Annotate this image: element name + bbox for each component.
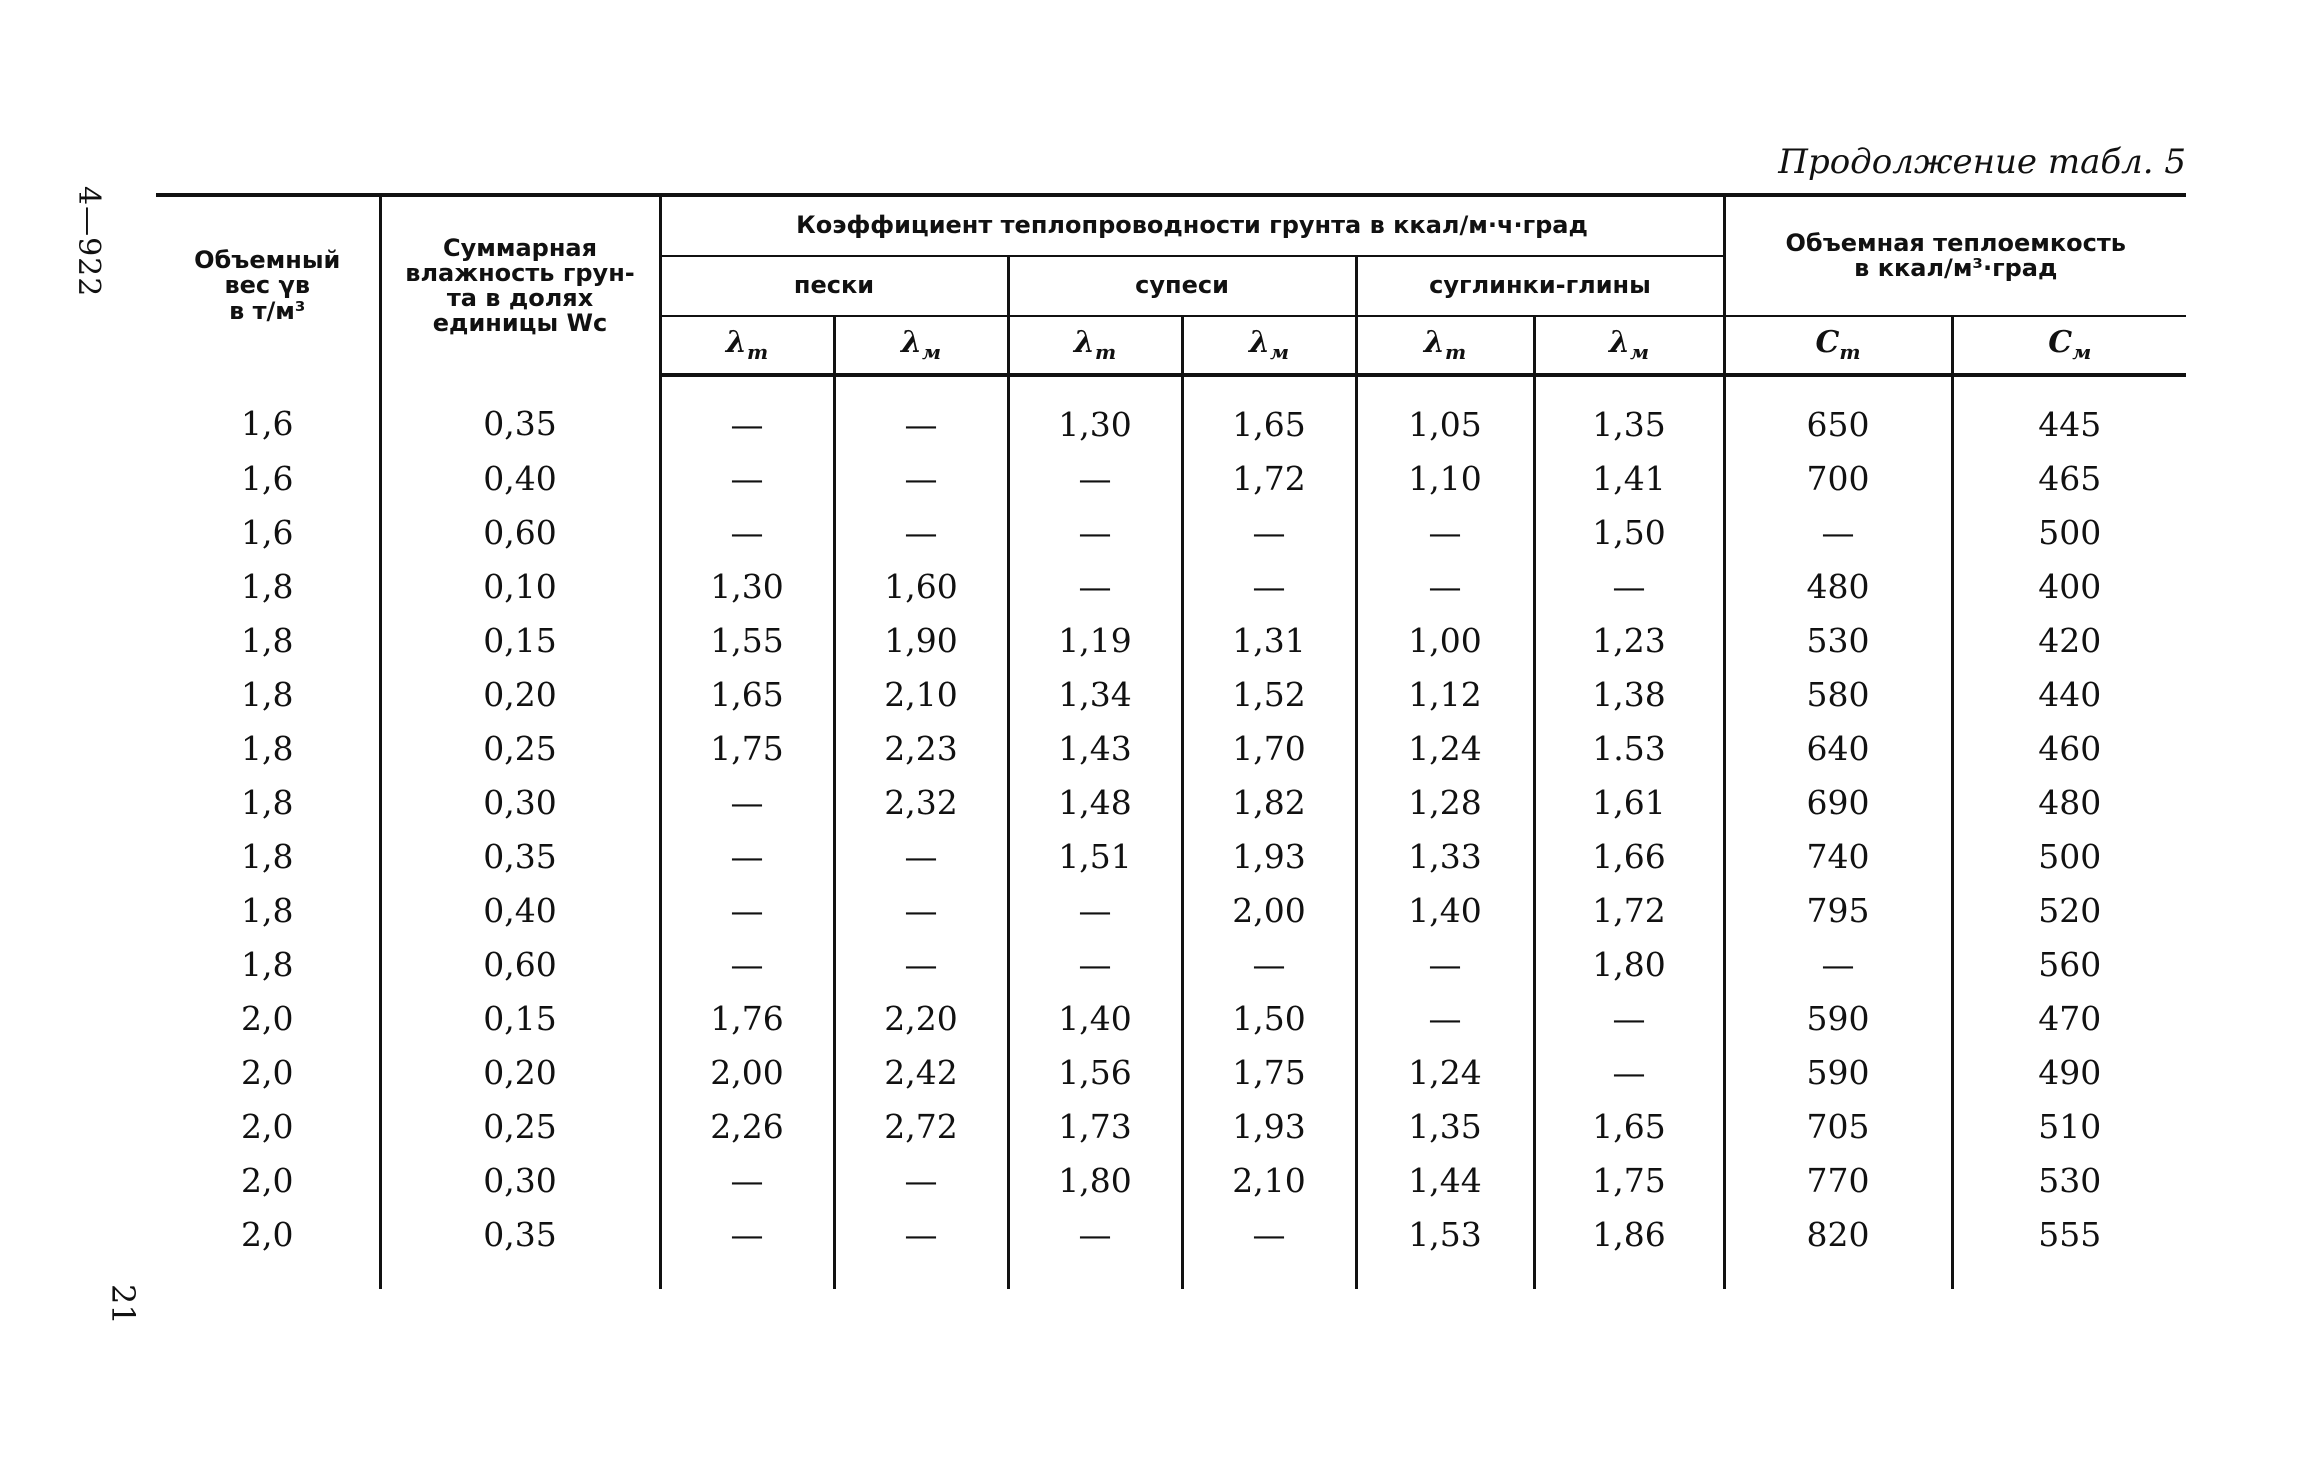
cell-heat-c-t: 530 [1724,613,1952,667]
cell-bulk-weight: 1,6 [241,403,294,443]
header-conductivity: Коэффициент теплопроводности грунта в ккал/м·ч·град [660,195,1724,256]
cell-sandy-lambda-t: 1,34 [1008,667,1182,721]
cell-heat-c-t: 770 [1724,1153,1952,1207]
cell-heat-c-m: 510 [1952,1099,2186,1153]
cell-heat-c-t: 590 [1724,1045,1952,1099]
cell-sands-lambda-m: 2,10 [834,667,1008,721]
cell-moisture: 0,20 [380,1045,660,1099]
table-row [156,1099,2186,1153]
cell-sands-lambda-t: 1,55 [660,613,834,667]
cell-sands-lambda-m: — [834,375,1008,451]
cell-heat-c-t: 795 [1724,883,1952,937]
table-row [156,375,2186,451]
cell-bulk-weight: 1,8 [241,728,294,768]
margin-page-number: 21 [104,1284,142,1325]
cell-clay-lambda-t: 1,05 [1356,375,1534,451]
cell-clay-lambda-m: 1,66 [1534,829,1724,883]
cell-clay-lambda-t: 1,35 [1356,1099,1534,1153]
cell-sandy-lambda-t: — [1008,451,1182,505]
cell-clay-lambda-m: 1,23 [1534,613,1724,667]
cell-sandy-lambda-m: 1,72 [1182,451,1356,505]
cell-bulk-weight: 2,0 [241,1106,294,1146]
cell-clay-lambda-m: — [1534,559,1724,613]
table-body [156,375,2186,1289]
cell-sands-lambda-t: 1,76 [660,991,834,1045]
cell-sands-lambda-t: — [660,451,834,505]
header-bulk-weight: Объемный вес γв в т/м³ [156,195,380,375]
cell-heat-c-m: 500 [1952,505,2186,559]
cell-bulk-weight: 2,0 [241,1160,294,1200]
cell-clay-lambda-t: 1,53 [1356,1207,1534,1289]
cell-clay-lambda-m: — [1534,1045,1724,1099]
cell-sandy-lambda-t: — [1008,937,1182,991]
table-caption: Продолжение табл. 5 [1778,142,2186,182]
header-clay-lambda-m: $\lambda_м$ [1534,316,1724,375]
table-row [156,505,2186,559]
cell-heat-c-t: 705 [1724,1099,1952,1153]
cell-clay-lambda-t: — [1356,937,1534,991]
table-row [156,721,2186,775]
table-row [156,613,2186,667]
cell-sands-lambda-t: — [660,375,834,451]
cell-clay-lambda-m: 1,41 [1534,451,1724,505]
cell-sands-lambda-t: — [660,775,834,829]
cell-heat-c-t: — [1724,937,1952,991]
cell-sands-lambda-t: 1,30 [660,559,834,613]
cell-clay-lambda-m: 1,75 [1534,1153,1724,1207]
cell-sandy-lambda-t: — [1008,559,1182,613]
table-row [156,775,2186,829]
cell-heat-c-m: 440 [1952,667,2186,721]
cell-sandy-lambda-t: 1,19 [1008,613,1182,667]
cell-bulk-weight: 1,8 [241,620,294,660]
cell-heat-c-m: 420 [1952,613,2186,667]
cell-moisture: 0,15 [380,613,660,667]
cell-moisture: 0,25 [380,1099,660,1153]
cell-heat-c-m: 560 [1952,937,2186,991]
cell-moisture: 0,15 [380,991,660,1045]
cell-sandy-lambda-m: 1,65 [1182,375,1356,451]
cell-heat-c-m: 555 [1952,1207,2186,1289]
cell-heat-c-m: 490 [1952,1045,2186,1099]
cell-sands-lambda-m: 2,72 [834,1099,1008,1153]
cell-sandy-lambda-t: — [1008,883,1182,937]
cell-clay-lambda-t: 1,12 [1356,667,1534,721]
cell-sandy-lambda-t: 1,43 [1008,721,1182,775]
cell-sandy-lambda-m: 1,70 [1182,721,1356,775]
cell-heat-c-m: 480 [1952,775,2186,829]
cell-heat-c-t: 820 [1724,1207,1952,1289]
cell-sands-lambda-t: 2,26 [660,1099,834,1153]
cell-heat-c-m: 445 [1952,375,2186,451]
cell-sandy-lambda-t: — [1008,1207,1182,1289]
cell-heat-c-t: 700 [1724,451,1952,505]
cell-sands-lambda-m: 1,60 [834,559,1008,613]
cell-heat-c-t: 650 [1724,375,1952,451]
header-sandy-lambda-m: $\lambda_м$ [1182,316,1356,375]
cell-sands-lambda-t: — [660,829,834,883]
table-row [156,883,2186,937]
header-sands-lambda-t: $\lambda_т$ [660,316,834,375]
cell-moisture: 0,20 [380,667,660,721]
cell-clay-lambda-t: 1,24 [1356,721,1534,775]
cell-sandy-lambda-m: 2,00 [1182,883,1356,937]
cell-clay-lambda-t: 1,44 [1356,1153,1534,1207]
table-row [156,667,2186,721]
cell-sands-lambda-m: 2,42 [834,1045,1008,1099]
cell-clay-lambda-m: 1,86 [1534,1207,1724,1289]
cell-bulk-weight: 1,8 [241,566,294,606]
cell-sandy-lambda-t: 1,51 [1008,829,1182,883]
header-clay-lambda-t: $\lambda_т$ [1356,316,1534,375]
cell-heat-c-m: 520 [1952,883,2186,937]
header-moisture: Суммарная влажность грун- та в долях единицы Wс [380,195,660,375]
cell-sands-lambda-m: 2,20 [834,991,1008,1045]
margin-document-code: 4—922 [71,186,106,298]
cell-moisture: 0,35 [380,1207,660,1289]
header-heat-c-m: $C_м$ [1952,316,2186,375]
cell-sandy-lambda-t: 1,80 [1008,1153,1182,1207]
cell-sands-lambda-m: — [834,883,1008,937]
header-group-loams-clays: суглинки-глины [1356,256,1724,316]
cell-clay-lambda-m: 1.53 [1534,721,1724,775]
header-sands-lambda-m: $\lambda_м$ [834,316,1008,375]
cell-sands-lambda-m: 1,90 [834,613,1008,667]
header-group-sandy-loams: супеси [1008,256,1356,316]
cell-heat-c-t: 690 [1724,775,1952,829]
cell-sands-lambda-m: — [834,505,1008,559]
header-sandy-lambda-t: $\lambda_т$ [1008,316,1182,375]
cell-heat-c-m: 460 [1952,721,2186,775]
header-heat-capacity: Объемная теплоемкость в ккал/м³·град [1724,195,2186,316]
cell-sandy-lambda-m: 1,31 [1182,613,1356,667]
cell-sands-lambda-t: — [660,883,834,937]
cell-sandy-lambda-m: — [1182,505,1356,559]
cell-sandy-lambda-m: — [1182,937,1356,991]
cell-sandy-lambda-m: 1,93 [1182,829,1356,883]
cell-heat-c-t: — [1724,505,1952,559]
cell-moisture: 0,60 [380,505,660,559]
cell-bulk-weight: 1,8 [241,782,294,822]
cell-sands-lambda-m: — [834,451,1008,505]
cell-clay-lambda-t: — [1356,559,1534,613]
cell-heat-c-m: 465 [1952,451,2186,505]
cell-sands-lambda-t: — [660,937,834,991]
cell-clay-lambda-m: 1,65 [1534,1099,1724,1153]
table-row [156,937,2186,991]
cell-heat-c-m: 400 [1952,559,2186,613]
cell-sandy-lambda-m: 2,10 [1182,1153,1356,1207]
cell-clay-lambda-m: 1,35 [1534,375,1724,451]
cell-heat-c-t: 480 [1724,559,1952,613]
cell-clay-lambda-t: 1,24 [1356,1045,1534,1099]
cell-clay-lambda-m: 1,50 [1534,505,1724,559]
cell-clay-lambda-t: 1,00 [1356,613,1534,667]
cell-sandy-lambda-m: 1,82 [1182,775,1356,829]
table-row [156,1045,2186,1099]
cell-moisture: 0,10 [380,559,660,613]
table-row [156,1207,2186,1289]
cell-clay-lambda-m: 1,72 [1534,883,1724,937]
cell-sands-lambda-m: — [834,937,1008,991]
cell-sands-lambda-t: 1,65 [660,667,834,721]
cell-moisture: 0,40 [380,451,660,505]
table-row [156,991,2186,1045]
cell-sands-lambda-t: — [660,1207,834,1289]
cell-sandy-lambda-t: 1,73 [1008,1099,1182,1153]
cell-bulk-weight: 1,6 [241,512,294,552]
cell-sandy-lambda-t: 1,40 [1008,991,1182,1045]
cell-sands-lambda-t: 1,75 [660,721,834,775]
cell-heat-c-t: 590 [1724,991,1952,1045]
cell-bulk-weight: 1,8 [241,836,294,876]
cell-clay-lambda-t: 1,28 [1356,775,1534,829]
cell-sandy-lambda-m: 1,75 [1182,1045,1356,1099]
cell-sands-lambda-m: 2,23 [834,721,1008,775]
cell-sands-lambda-t: — [660,505,834,559]
cell-sandy-lambda-m: 1,50 [1182,991,1356,1045]
cell-clay-lambda-t: — [1356,505,1534,559]
cell-sandy-lambda-m: 1,52 [1182,667,1356,721]
cell-sands-lambda-m: 2,32 [834,775,1008,829]
cell-heat-c-t: 580 [1724,667,1952,721]
cell-bulk-weight: 2,0 [241,998,294,1038]
cell-heat-c-m: 470 [1952,991,2186,1045]
cell-sandy-lambda-t: 1,48 [1008,775,1182,829]
cell-heat-c-m: 530 [1952,1153,2186,1207]
cell-sandy-lambda-m: — [1182,1207,1356,1289]
cell-clay-lambda-m: 1,61 [1534,775,1724,829]
cell-clay-lambda-t: 1,40 [1356,883,1534,937]
cell-clay-lambda-t: 1,33 [1356,829,1534,883]
cell-moisture: 0,35 [380,375,660,451]
cell-clay-lambda-t: 1,10 [1356,451,1534,505]
cell-moisture: 0,30 [380,775,660,829]
cell-clay-lambda-m: 1,80 [1534,937,1724,991]
cell-sands-lambda-m: — [834,829,1008,883]
cell-sandy-lambda-m: — [1182,559,1356,613]
cell-moisture: 0,40 [380,883,660,937]
cell-bulk-weight: 1,8 [241,890,294,930]
cell-heat-c-t: 640 [1724,721,1952,775]
cell-moisture: 0,60 [380,937,660,991]
cell-bulk-weight: 2,0 [241,1214,294,1254]
cell-bulk-weight: 1,8 [241,944,294,984]
cell-bulk-weight: 1,8 [241,674,294,714]
header-heat-c-t: $C_т$ [1724,316,1952,375]
cell-sandy-lambda-t: — [1008,505,1182,559]
cell-sands-lambda-t: — [660,1153,834,1207]
cell-sandy-lambda-t: 1,30 [1008,375,1182,451]
cell-sandy-lambda-m: 1,93 [1182,1099,1356,1153]
cell-clay-lambda-t: — [1356,991,1534,1045]
cell-clay-lambda-m: — [1534,991,1724,1045]
table-row [156,829,2186,883]
cell-sandy-lambda-t: 1,56 [1008,1045,1182,1099]
cell-heat-c-t: 740 [1724,829,1952,883]
cell-heat-c-m: 500 [1952,829,2186,883]
soil-thermal-table [156,193,2186,1289]
table-row [156,1153,2186,1207]
cell-bulk-weight: 1,6 [241,458,294,498]
cell-moisture: 0,30 [380,1153,660,1207]
cell-sands-lambda-m: — [834,1153,1008,1207]
table-row [156,559,2186,613]
cell-moisture: 0,25 [380,721,660,775]
header-group-sands: пески [660,256,1008,316]
cell-bulk-weight: 2,0 [241,1052,294,1092]
cell-clay-lambda-m: 1,38 [1534,667,1724,721]
table-row [156,451,2186,505]
cell-sands-lambda-m: — [834,1207,1008,1289]
cell-sands-lambda-t: 2,00 [660,1045,834,1099]
cell-moisture: 0,35 [380,829,660,883]
